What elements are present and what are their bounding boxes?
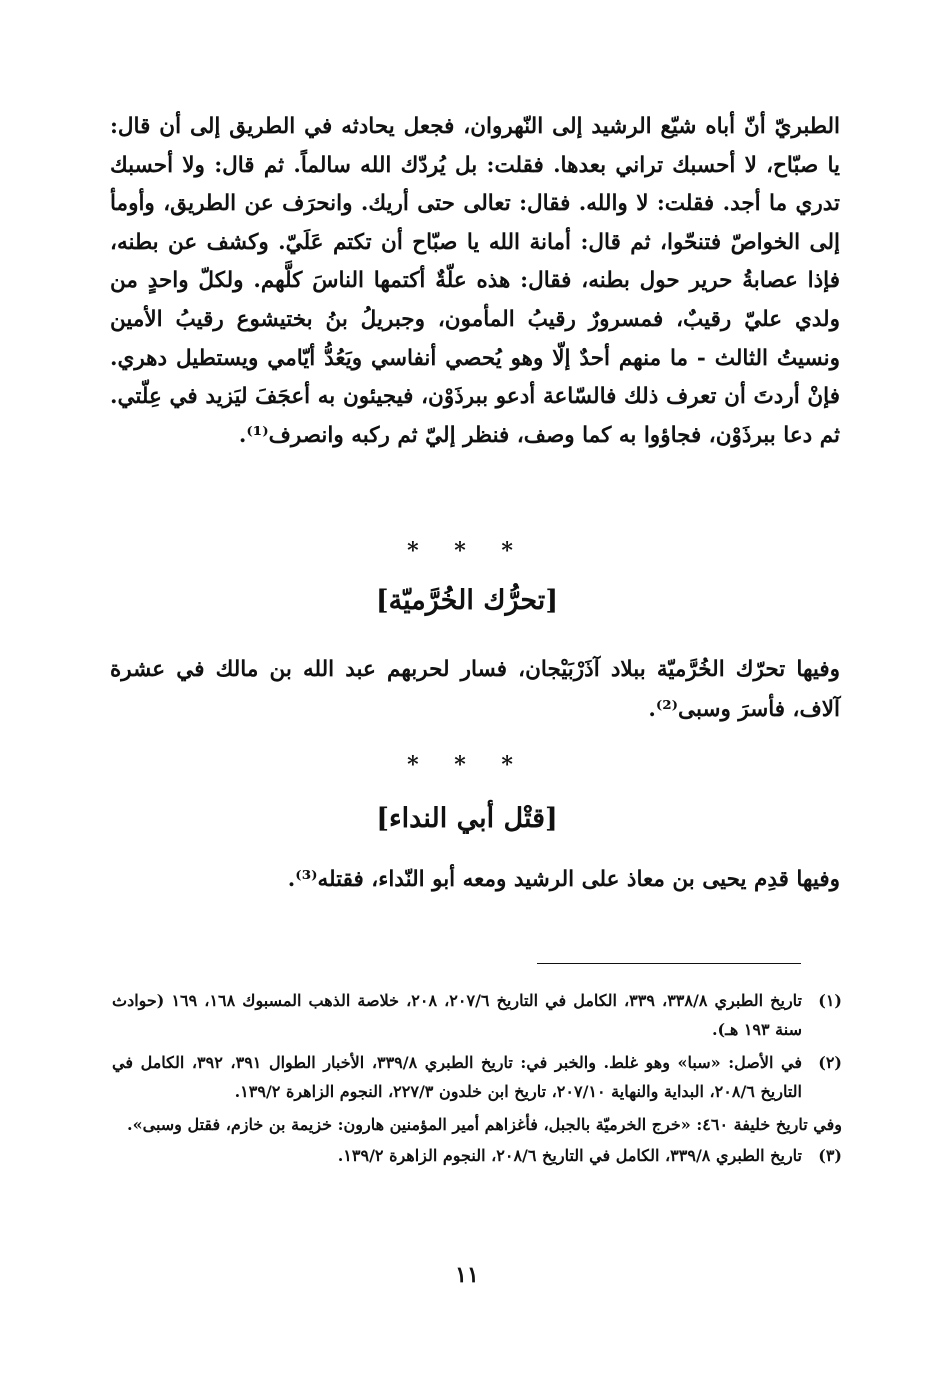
section-separator: * * * (407, 538, 527, 564)
footnote-number: (٣) (818, 1146, 842, 1165)
page-number: ١١ (455, 1262, 479, 1288)
footnote-text: في الأصل: «سبا» وهو غلط. والخبر في: تاريخ الطبري ٣٣٩/٨، الأخبار الطوال ٣٩١، ٣٩٢، الكامل في التاريخ ٢٠٨/٦، البداية والنهاية ٢٠٧/١٠، تاريخ ابن خلدون ٢٢٧/٣، النجوم الزاهرة ١٣٩/٢. (112, 1053, 803, 1101)
footnote (112, 1048, 842, 1106)
footnote-text: وفي تاريخ خليفة ٤٦٠: «خرج الخرميّة بالجبل، فأغزاهم أمير المؤمنين هارون: خزيمة بن خازم، فقتل وسبى». (127, 1115, 842, 1134)
footnote-text: تاريخ الطبري ٣٣٩/٨، الكامل في التاريخ ٢٠٨/٦، النجوم الزاهرة ١٣٩/٢. (337, 1146, 802, 1165)
section-text-abu-nidaa: وفيها قدِم يحيى بن معاذ على الرشيد ومعه أبو النّداء، فقتله⁽³⁾. (287, 867, 840, 892)
footnote-number: (١) (818, 991, 842, 1010)
section-separator: * * * (407, 752, 527, 778)
footnotes (112, 986, 842, 1170)
footnote (112, 1141, 842, 1170)
section-heading-abu-nidaa: [قتْل أبي النداء] (376, 803, 558, 834)
section-heading-khurramiyya: [تحرُّك الخُرَّميّة] (375, 585, 559, 616)
footnote-continuation (112, 1110, 842, 1139)
footnote-number: (٢) (818, 1053, 842, 1072)
footnote-divider (537, 963, 801, 964)
section-text-khurramiyya: وفيها تحرّك الخُرَّميّة ببلاد آذَرْبَيْجان، فسار لحربهم عبد الله بن مالك في عشرة آلاف، فأسرَ وسبى⁽²⁾. (110, 657, 840, 722)
footnote-text: تاريخ الطبري ٣٣٨/٨، ٣٣٩، الكامل في التاريخ ٢٠٧/٦، ٢٠٨، خلاصة الذهب المسبوك ١٦٨، ١٦٩ (حوادث سنة ١٩٣ هـ). (112, 991, 803, 1039)
footnote (112, 986, 842, 1044)
main-paragraph: الطبريّ أنّ أباه شيّع الرشيد إلى النّهروان، فجعل يحادثه في الطريق إلى أن قال: يا صبّاح، لا أحسبك تراني بعدها. فقلت: بل يُردّك الله سالماً. ثم قال: ولا أحسبك تدري ما أجد. فقلت: لا والله. فقال: تعالى حتى أريك. وانحرَف عن الطريق، وأومأ إلى الخواصّ فتنحّوا، ثم قال: أمانة الله يا صبّاح أن تكتم عَلَيّ. وكشف عن بطنه، فإذا عصابةُ حرير حول بطنه، فقال: هذه علّةٌ أكتمها الناسَ كلَّهم. ولكلّ واحدٍ من ولدي عليّ رقيبٌ، فمسرورٌ رقيبُ المأمون، وجبريلُ بنُ بختيشوع رقيبُ الأمين ونسيتُ الثالث - ما منهم أحدٌ إلّا وهو يُحصي أنفاسي ويَعُدُّ أيّامي ويستطيل دهري. فإنْ أردتَ أن تعرف ذلك فالسّاعة أدعو ببرذَوْن، فيجيئون به أعجَفَ ليَزيد في عِلّتي. ثم دعا ببرذَوْن، فجاؤوا به كما وصف، فنظر إليّ ثم ركبه وانصرف⁽¹⁾. (110, 114, 840, 448)
